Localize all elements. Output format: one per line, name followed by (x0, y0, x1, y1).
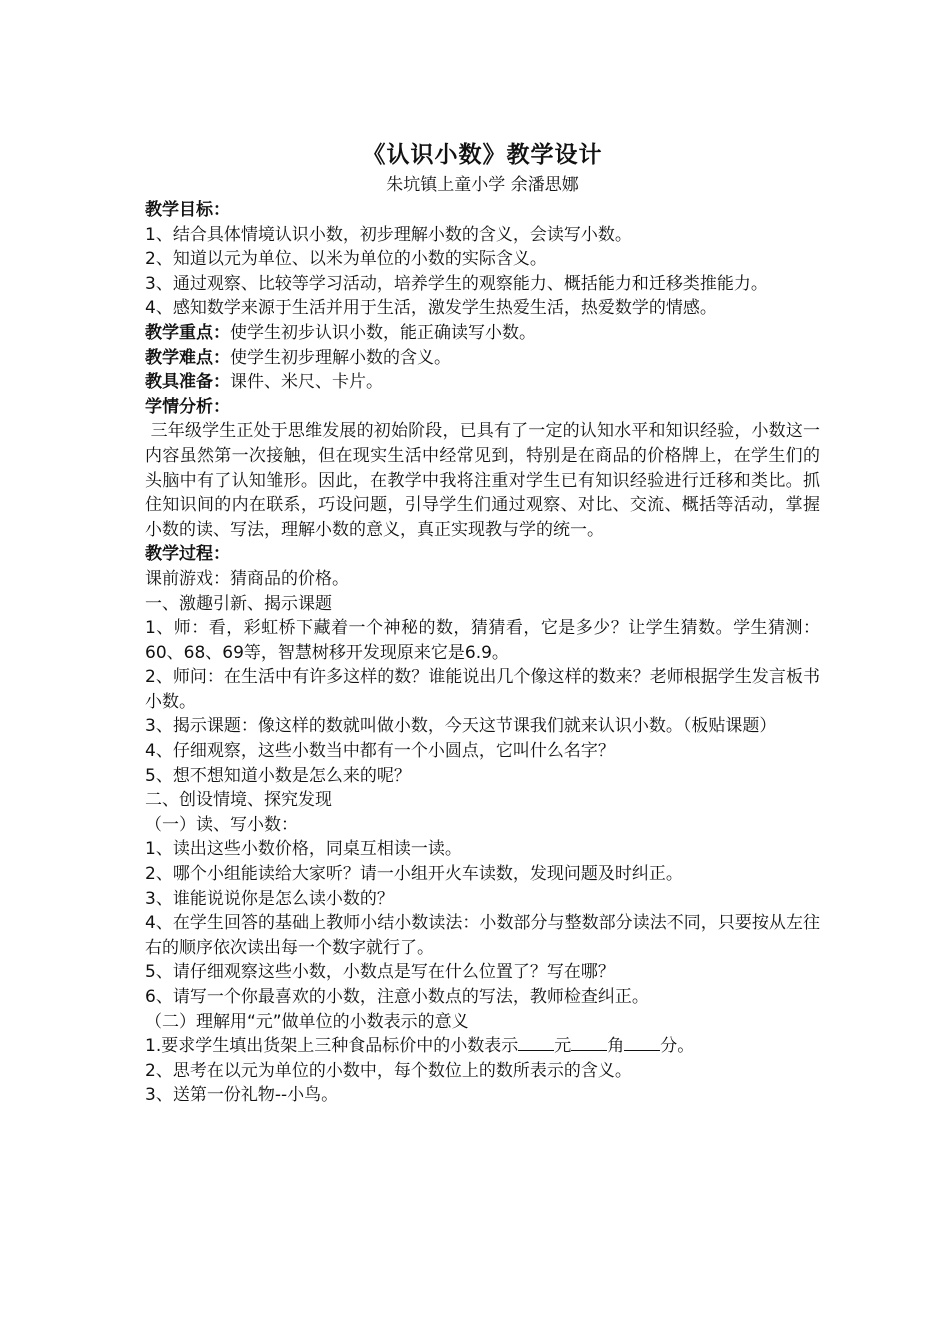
author-line: 朱坑镇上童小学 余潘思娜 (386, 175, 579, 195)
analysis-paragraph: 三年级学生正处于思维发展的初始阶段，已具有了一定的认知水平和知识经验，小数这一内容虽然第一次接触，但在现实生活中经常见到，特别是在商品的价格牌上，在学生们的头脑中有了认知雏形。因此，在教学中我将注重对学生已有知识经验进行迁移和类比。抓住知识间的内在联系，巧设问题，引导学生们通过观察、对比、交流、概括等活动，掌握小数的读、写法，理解小数的意义，真正实现教与学的统一。 (145, 421, 821, 540)
difficulty (145, 346, 820, 371)
fill-in-prefix: 1.要求学生填出货架上三种食品标价中的小数表示 (145, 1036, 519, 1057)
document-body (145, 138, 820, 1108)
section1-heading: 一、激趣引新、揭示课题 (145, 593, 332, 614)
section1-item: 1、师：看，彩虹桥下藏着一个神秘的数，猜猜看，它是多少？让学生猜数。学生猜测：60、68、69等，智慧树移开发现原来它是6.9。 (145, 618, 820, 663)
difficulty-label: 教学难点： (145, 347, 230, 368)
section2-item: 4、在学生回答的基础上教师小结小数读法：小数部分与整数部分读法不同，只要按从左往右的顺序依次读出每一个数字就行了。 (145, 913, 820, 958)
fill-blank (518, 1034, 554, 1051)
section2-item: 5、请仔细观察这些小数，小数点是写在什么位置了？写在哪？ (145, 962, 615, 983)
fill-blank (571, 1034, 607, 1051)
page-title: 《认识小数》教学设计 (362, 142, 603, 168)
section2-item: 1、读出这些小数价格，同桌互相读一读。 (145, 839, 462, 860)
fill-blank (624, 1034, 660, 1051)
difficulty-text: 使学生初步理解小数的含义。 (230, 347, 451, 368)
section2-item: 2、哪个小组能读给大家听？请一小组开火车读数，发现问题及时纠正。 (145, 864, 683, 885)
goal-item: 3、通过观察、比较等学习活动，培养学生的观察能力、概括能力和迁移类推能力。 (145, 273, 768, 294)
section2-item: 2、思考在以元为单位的小数中，每个数位上的数所表示的含义。 (145, 1060, 632, 1081)
tools-text: 课件、米尺、卡片。 (230, 372, 383, 393)
key-point (145, 321, 820, 346)
section1-item: 3、揭示课题：像这样的数就叫做小数，今天这节课我们就来认识小数。（板贴课题） (145, 716, 777, 737)
fill-unit-jiao: 角 (607, 1036, 625, 1057)
fill-in-line (145, 1034, 820, 1059)
key-point-text: 使学生初步认识小数，能正确读写小数。 (230, 322, 536, 343)
section2-item: 6、请写一个你最喜欢的小数，注意小数点的写法，教师检查纠正。 (145, 987, 649, 1007)
fill-unit-fen: 分。 (660, 1036, 695, 1057)
process-heading: 教学过程： (145, 544, 230, 565)
section2-item: 3、谁能说说你是怎么读小数的？ (145, 888, 394, 909)
analysis-heading: 学情分析： (145, 396, 230, 417)
process-intro: 课前游戏：猜商品的价格。 (145, 568, 349, 589)
fill-unit-yuan: 元 (554, 1036, 572, 1057)
goals-heading: 教学目标： (145, 200, 230, 220)
section2-item: 3、送第一份礼物--小鸟。 (145, 1085, 339, 1106)
section2-sub2-heading: （二）理解用“元”做单位的小数表示的意义 (145, 1011, 469, 1032)
key-point-label: 教学重点： (145, 322, 230, 343)
section1-item: 4、仔细观察，这些小数当中都有一个小圆点，它叫什么名字？ (145, 741, 615, 762)
tools (145, 370, 820, 395)
section1-item: 2、师问：在生活中有许多这样的数？谁能说出几个像这样的数来？老师根据学生发言板书小数。 (145, 667, 820, 712)
section1-item: 5、想不想知道小数是怎么来的呢？ (145, 765, 411, 786)
goal-item: 4、感知数学来源于生活并用于生活，激发学生热爱生活，热爱数学的情感。 (145, 298, 717, 319)
goal-item: 2、知道以元为单位、以米为单位的小数的实际含义。 (145, 249, 547, 270)
section2-sub1-heading: （一）读、写小数： (145, 814, 298, 835)
tools-label: 教具准备： (145, 372, 230, 393)
section2-heading: 二、创设情境、探究发现 (145, 790, 332, 811)
goal-item: 1、结合具体情境认识小数，初步理解小数的含义，会读写小数。 (145, 224, 632, 245)
